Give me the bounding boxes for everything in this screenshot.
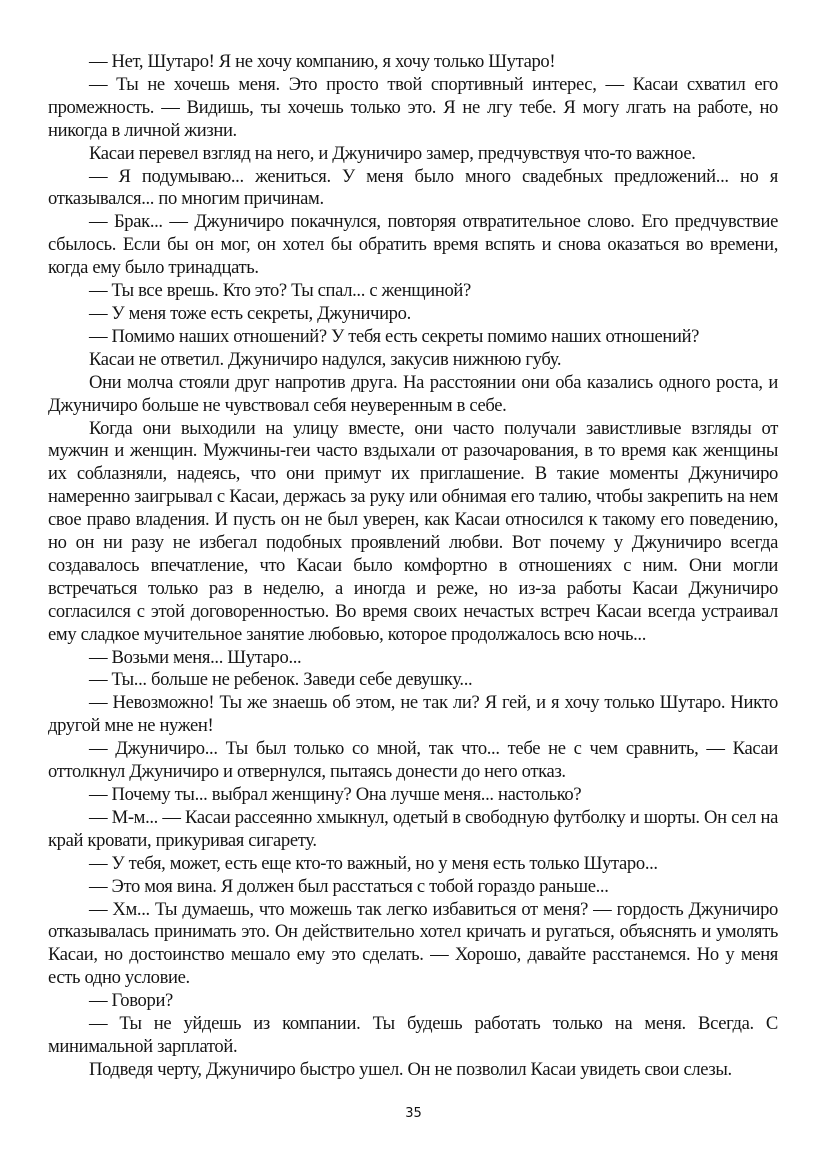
paragraph: Подведя черту, Джуничиро быстро ушел. Он не позволил Касаи увидеть свои слезы. xyxy=(89,1058,732,1080)
paragraph: — Брак... — Джуничиро покачнулся, повторяя отвратительное слово. Его предчувствие сбылось. Если бы он мог, он хотел бы обратить время вспять и снова оказаться во времени, когда ему было тринадцать. xyxy=(48,211,778,279)
paragraph: — Ты... больше не ребенок. Заведи себе девушку... xyxy=(89,669,473,691)
paragraph: — Это моя вина. Я должен был расстаться с тобой гораздо раньше... xyxy=(89,875,609,897)
paragraph: Когда они выходили на улицу вместе, они часто получали завистливые взгляды от мужчин и женщин. Мужчины-геи часто вздыхали от разочарования, в то время как женщины их соблазняли, надеясь, что они примут их приглашение. В такие моменты Джуничиро намеренно заигрывал с Касаи, держась за руку или обнимая его талию, чтобы закрепить на нем свое право владения. И пусть он не был уверен, как Касаи относился к такому его поведению, но он ни разу не избегал подобных проявлений любви. Вот почему у Джуничиро всегда создавалось впечатление, что Касаи было комфортно в отношениях с ним. Они могли встречаться только раз в неделю, а иногда и реже, но из-за работы Касаи Джуничиро согласился с этой договоренностью. Во время своих нечастых встреч Касаи всегда устраивал ему сладкое мучительное занятие любовью, которое продолжалось всю ночь... xyxy=(48,417,778,645)
page-body xyxy=(48,51,778,1082)
paragraph: Они молча стояли друг напротив друга. На расстоянии они оба казались одного роста, и Джуничиро больше не чувствовал себя неуверенным в себе. xyxy=(48,371,778,416)
paragraph: — Джуничиро... Ты был только со мной, так что... тебе не с чем сравнить, — Касаи оттолкнул Джуничиро и отвернулся, пытаясь донести до него отказ. xyxy=(48,738,778,783)
paragraph: — Помимо наших отношений? У тебя есть секреты помимо наших отношений? xyxy=(89,325,700,347)
paragraph: — Почему ты... выбрал женщину? Она лучше меня... настолько? xyxy=(89,784,582,805)
paragraph: — Нет, Шутаро! Я не хочу компанию, я хочу только Шутаро! xyxy=(89,51,556,72)
paragraph: — Хм... Ты думаешь, что можешь так легко избавиться от меня? — гордость Джуничиро отказывалась принимать это. Он действительно хотел кричать и ругаться, объяснять и умолять Касаи, но достоинство мешало ему это сделать. — Хорошо, давайте расстанемся. Но у меня есть одно условие. xyxy=(48,898,778,989)
paragraph: — У тебя, может, есть еще кто-то важный, но у меня есть только Шутаро... xyxy=(89,852,658,874)
paragraph: — Невозможно! Ты же знаешь об этом, не так ли? Я гей, и я хочу только Шутаро. Никто другой мне не нужен! xyxy=(48,692,778,737)
page-number: 35 xyxy=(405,1106,422,1121)
paragraph: — Ты все врешь. Кто это? Ты спал... с женщиной? xyxy=(89,280,471,302)
paragraph: — Ты не хочешь меня. Это просто твой спортивный интерес, — Касаи схватил его промежность. — Видишь, ты хочешь только это. Я не лгу тебе. Я могу лгать на работе, но никогда в личной жизни. xyxy=(48,73,778,141)
paragraph: — Я подумываю... жениться. У меня было много свадебных предложений... но я отказывался... по многим причинам. xyxy=(48,165,778,210)
paragraph: — У меня тоже есть секреты, Джуничиро. xyxy=(89,302,411,324)
paragraph: — Возьми меня... Шутаро... xyxy=(89,646,302,668)
paragraph: Касаи не ответил. Джуничиро надулся, закусив нижнюю губу. xyxy=(89,348,562,370)
paragraph: Касаи перевел взгляд на него, и Джуничиро замер, предчувствуя что-то важное. xyxy=(89,142,696,164)
paragraph: — М-м... — Касаи рассеянно хмыкнул, одетый в свободную футболку и шорты. Он сел на край кровати, прикуривая сигарету. xyxy=(48,806,778,851)
paragraph: — Говори? xyxy=(89,990,173,1012)
paragraph: — Ты не уйдешь из компании. Ты будешь работать только на меня. Всегда. С минимальной зарплатой. xyxy=(48,1013,778,1057)
